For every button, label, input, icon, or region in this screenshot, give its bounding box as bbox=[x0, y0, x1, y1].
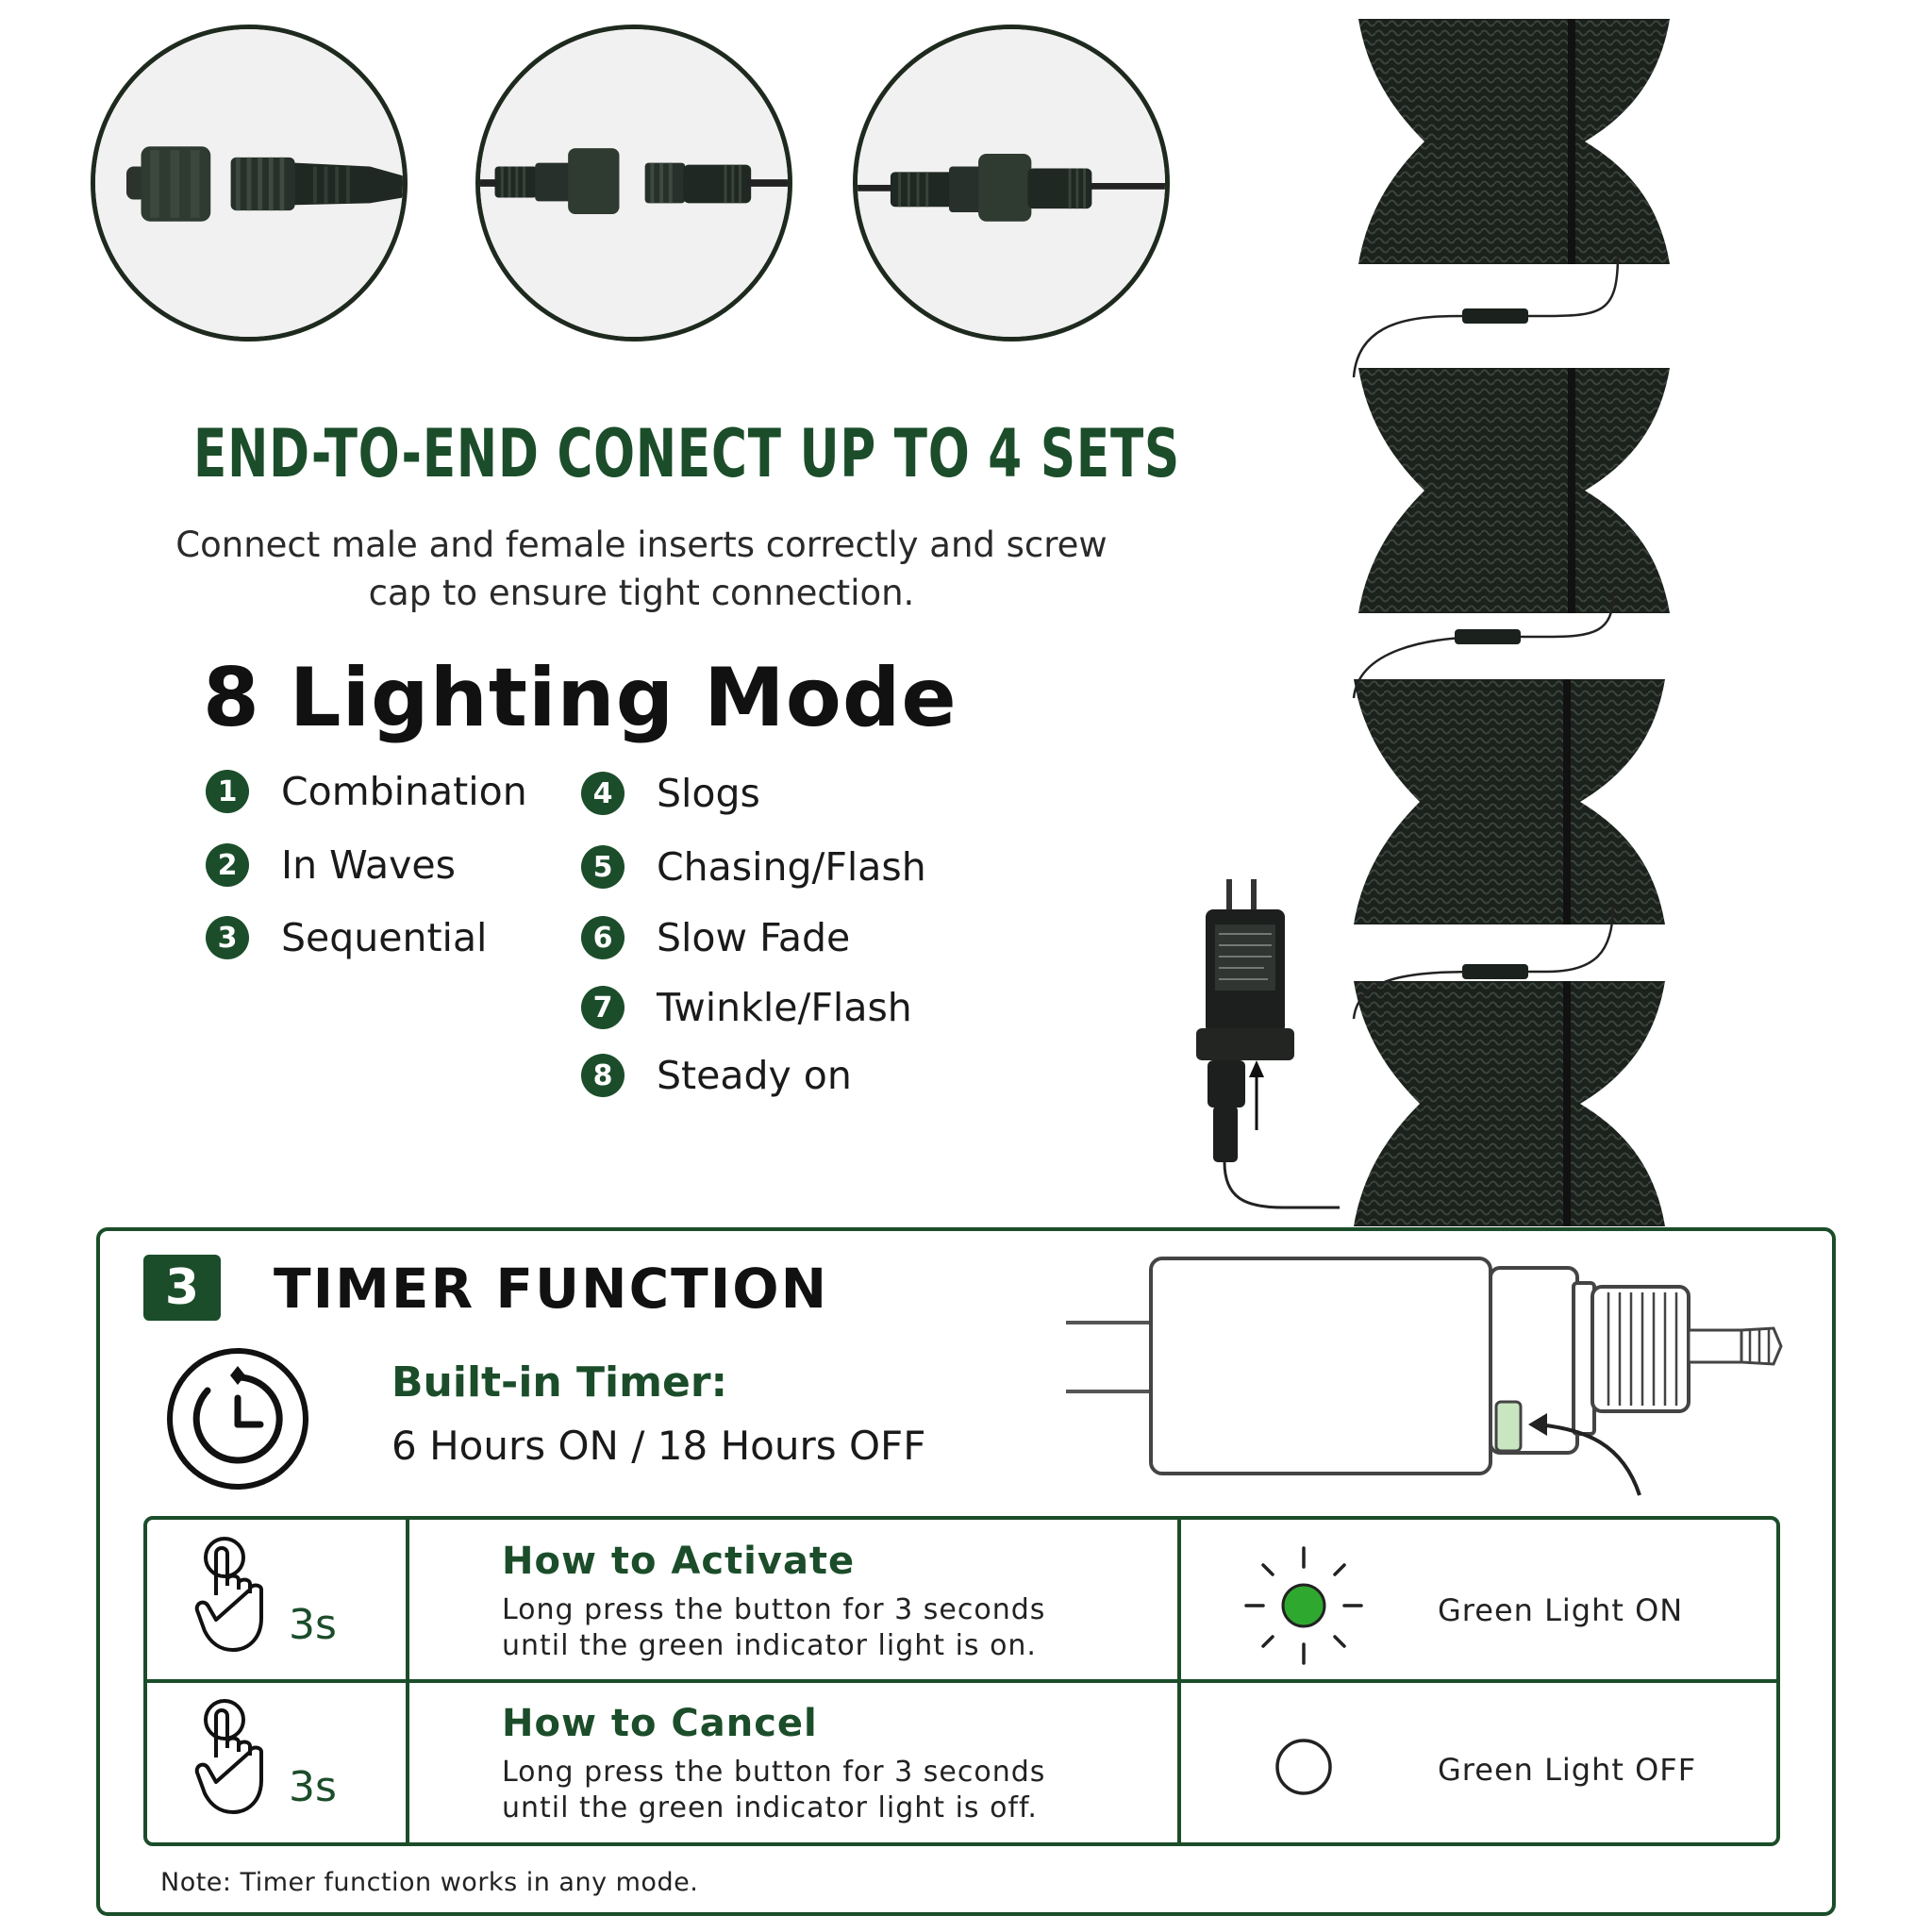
adapter-timer-button-diagram bbox=[1057, 1245, 1792, 1519]
mode-number-badge: 8 bbox=[581, 1054, 625, 1097]
connection-instruction-line1: Connect male and female inserts correctly and screw bbox=[175, 525, 1108, 565]
mode-item bbox=[581, 983, 912, 1032]
cancel-title: How to Cancel bbox=[502, 1702, 818, 1745]
cancel-description-line1: Long press the button for 3 seconds bbox=[502, 1756, 1046, 1789]
green-light-on-icon bbox=[1242, 1544, 1365, 1667]
mode-item bbox=[581, 913, 850, 962]
timer-note: Note: Timer function works in any mode. bbox=[160, 1868, 699, 1897]
mode-item bbox=[206, 841, 456, 890]
green-light-off-icon bbox=[1271, 1734, 1337, 1800]
activate-title: How to Activate bbox=[502, 1540, 856, 1583]
mode-number-badge: 3 bbox=[206, 916, 249, 959]
mode-label: Slogs bbox=[657, 771, 760, 816]
mode-item bbox=[581, 769, 760, 818]
mode-number-badge: 6 bbox=[581, 916, 625, 959]
mode-label: In Waves bbox=[281, 842, 457, 888]
mode-number-badge: 2 bbox=[206, 843, 249, 887]
mode-item bbox=[581, 842, 926, 891]
mode-number-badge: 5 bbox=[581, 845, 625, 889]
cancel-description-line2: until the green indicator light is off. bbox=[502, 1791, 1038, 1824]
power-adapter-image bbox=[1170, 868, 1340, 1226]
activate-description bbox=[502, 1592, 1045, 1664]
builtin-timer-label: Built-in Timer: bbox=[391, 1358, 728, 1407]
timer-function-title: TIMER FUNCTION bbox=[274, 1257, 829, 1321]
connector-photo-connected bbox=[853, 25, 1170, 341]
builtin-timer-schedule: 6 Hours ON / 18 Hours OFF bbox=[391, 1423, 926, 1469]
mode-item bbox=[206, 767, 527, 816]
connector-photo-separated bbox=[91, 25, 408, 341]
press-hand-icon bbox=[193, 1695, 278, 1818]
activate-description-line2: until the green indicator light is on. bbox=[502, 1629, 1037, 1662]
press-hand-icon bbox=[193, 1533, 278, 1656]
mode-number-badge: 7 bbox=[581, 986, 625, 1029]
mode-item bbox=[581, 1051, 852, 1100]
mode-label: Twinkle/Flash bbox=[657, 985, 912, 1030]
mode-number-badge: 1 bbox=[206, 770, 249, 813]
mode-item bbox=[206, 913, 487, 962]
timer-clock-icon bbox=[162, 1340, 313, 1491]
lighting-mode-title: 8 Lighting Mode bbox=[203, 651, 958, 745]
green-light-on-label: Green Light ON bbox=[1438, 1592, 1684, 1628]
table-divider bbox=[145, 1679, 1778, 1683]
hold-duration-label: 3s bbox=[289, 1601, 337, 1649]
mode-label: Chasing/Flash bbox=[657, 844, 926, 890]
connector-photo-aligned bbox=[475, 25, 792, 341]
mode-label: Steady on bbox=[657, 1053, 852, 1098]
mode-number-badge: 4 bbox=[581, 772, 625, 815]
activate-description-line1: Long press the button for 3 seconds bbox=[502, 1593, 1046, 1626]
mode-label: Sequential bbox=[281, 915, 488, 960]
green-light-off-label: Green Light OFF bbox=[1438, 1752, 1697, 1788]
connection-instruction-line2: cap to ensure tight connection. bbox=[368, 573, 915, 613]
mode-label: Slow Fade bbox=[657, 915, 851, 960]
mode-label: Combination bbox=[281, 769, 527, 814]
hold-duration-label: 3s bbox=[289, 1763, 337, 1811]
connection-headline: END-TO-END CONECT UP TO 4 SETS bbox=[193, 415, 1181, 492]
section-number-badge: 3 bbox=[143, 1255, 221, 1321]
connection-instruction bbox=[170, 521, 1113, 617]
cancel-description bbox=[502, 1755, 1045, 1826]
